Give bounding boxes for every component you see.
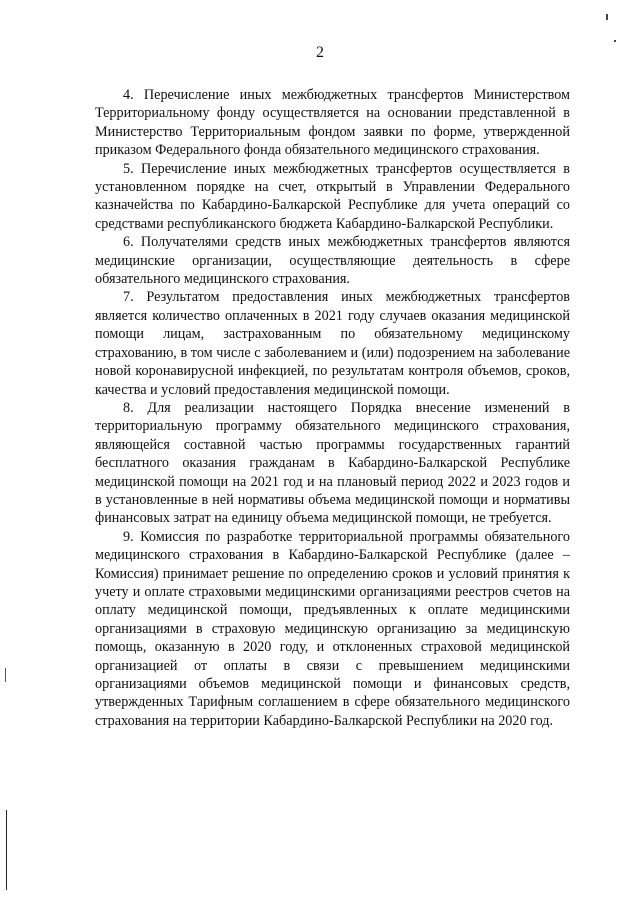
scan-speck [614, 40, 616, 42]
paragraph-9: 9. Комиссия по разработке территориальной программы обязательного медицинского страхования в Кабардино-Балкарской Республике (далее – Комиссия) принимает решение по определению сроков и условий принятия к учету и оплате страховыми медицинскими организациями реестров счетов на оплату медицинской помощи, предъявленных к оплате медицинскими организациями в страховую медицинскую организацию за медицинскую помощь, оказанную в 2020 году, и отклоненных страховой медицинской организацией от оплаты в связи с превышением медицинскими организациями объемов медицинской помощи и финансовых средств, утвержденных Тарифным соглашением в сфере обязательного медицинского страхования на территории Кабардино-Балкарской Республики на 2020 год. [95, 528, 570, 729]
paragraph-5: 5. Перечисление иных межбюджетных трансфертов осуществляется в установленном порядке на счет, открытый в Управлении Федерального казначейства по Кабардино-Балкарской Республике для учета операций со средствами республиканского бюджета Кабардино-Балкарской Республики. [95, 160, 570, 232]
scan-speck [606, 14, 608, 20]
paragraph-8: 8. Для реализации настоящего Порядка внесение изменений в территориальную программу обязательного медицинского страхования, являющейся составной частью программы государственных гарантий бесплатного оказания гражданам в Кабардино-Балкарской Республике медицинской помощи на 2021 год и на плановый период 2022 и 2023 годов и в установленные в ней нормативы объема медицинской помощи и нормативы финансовых затрат на единицу объема медицинской помощи, не требуется. [95, 399, 570, 527]
paragraph-7: 7. Результатом предоставления иных межбюджетных трансфертов является количество оплаченных в 2021 году случаев оказания медицинской помощи лицам, застрахованным по обязательному медицинскому страхованию, в том числе с заболеванием и (или) подозрением на заболевание новой коронавирусной инфекцией, по результатам контроля объемов, сроков, качества и условий предоставления медицинской помощи. [95, 289, 570, 398]
page-number: 2 [316, 44, 324, 61]
paragraph-6: 6. Получателями средств иных межбюджетных трансфертов являются медицинские организации, осуществляющие деятельность в сфере обязательного медицинского страхования. [95, 234, 570, 288]
scan-edge-mark [5, 668, 6, 682]
document-body [95, 86, 570, 730]
paragraph-4: 4. Перечисление иных межбюджетных трансфертов Министерством Территориальному фонду осуществляется на основании представленной в Министерство Территориальным фондом заявки по форме, утвержденной приказом Федерального фонда обязательного медицинского страхования. [95, 87, 570, 159]
scan-edge-line [6, 810, 7, 890]
